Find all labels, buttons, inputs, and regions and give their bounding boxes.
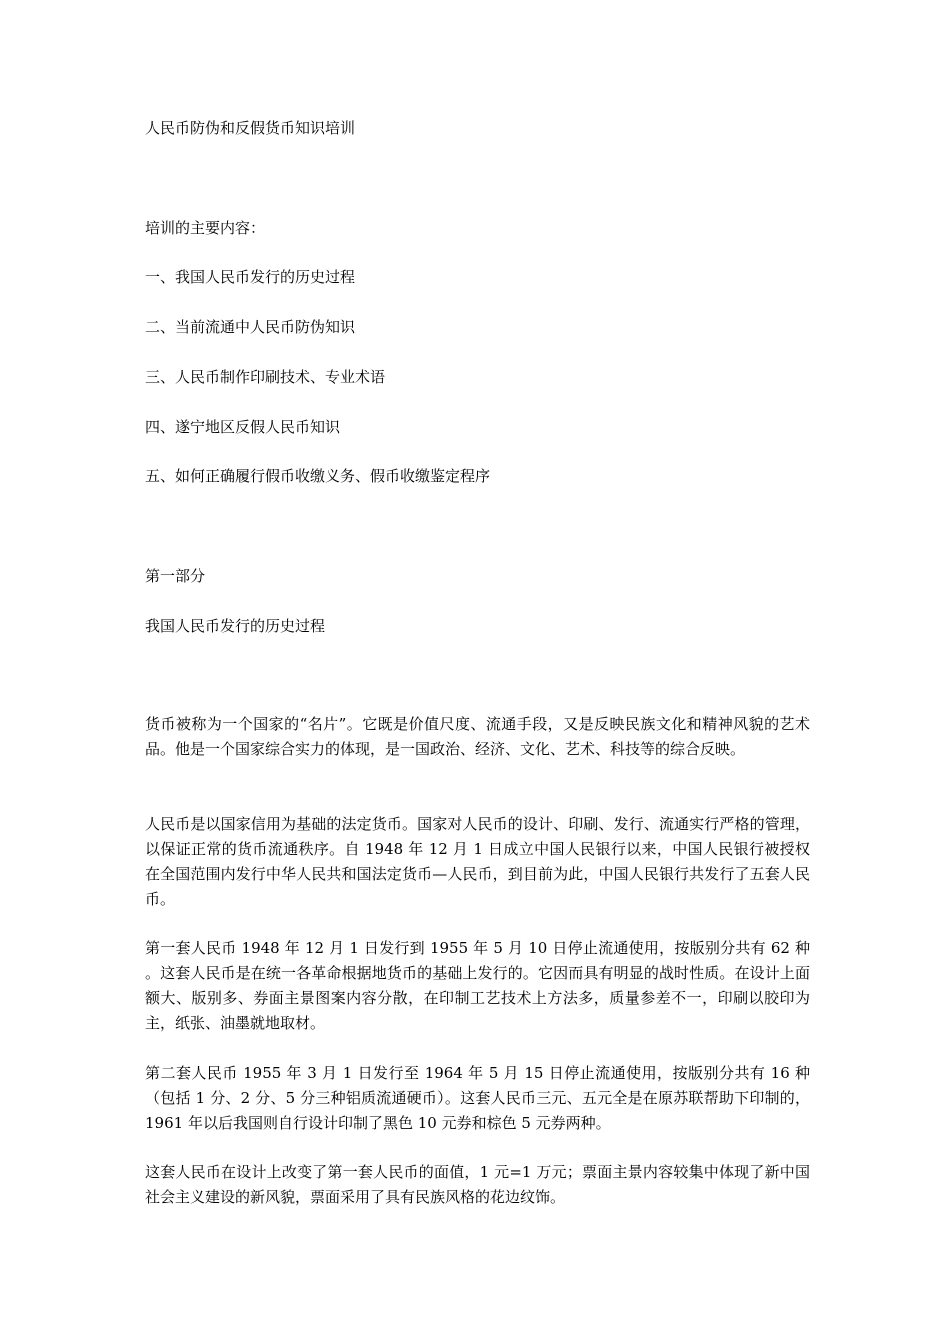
body-paragraph: 第一套人民币 1948 年 12 月 1 日发行到 1955 年 5 月 10 日停止流通使用，按版别分共有 62 种 。这套人民币是在统一各革命根据地货币的基础上发行的。它因而具有明显的战时性质。在设计上面额大、版别多、券面主景图案内容分散，在印制工艺技术上方法多，质量参差不一，印刷以胶印为主，纸张、油墨就地取材。 bbox=[145, 939, 810, 1032]
document-title: 人民币防伪和反假货币知识培训 bbox=[145, 119, 356, 137]
body-paragraph: 这套人民币在设计上改变了第一套人民币的面值，1 元=1 万元；票面主景内容较集中体现了新中国社会主义建设的新风貌，票面采用了具有民族风格的花边纹饰。 bbox=[145, 1163, 810, 1206]
contents-item: 一、我国人民币发行的历史过程 bbox=[145, 268, 356, 286]
body-paragraph: 货币被称为一个国家的“名片”。它既是价值尺度、流通手段，又是反映民族文化和精神风貌的艺术品。他是一个国家综合实力的体现，是一国政治、经济、文化、艺术、科技等的综合反映。 bbox=[145, 715, 810, 758]
body-paragraph: 人民币是以国家信用为基础的法定货币。国家对人民币的设计、印刷、发行、流通实行严格的管理，以保证正常的货币流通秩序。自 1948 年 12 月 1 日成立中国人民银行以来，中国人民银行被授权在全国范围内发行中华人民共和国法定货币—人民币，到目前为此，中国人民银行共发行了五套人民币。 bbox=[145, 815, 810, 908]
contents-heading: 培训的主要内容： bbox=[145, 219, 266, 237]
part-label: 第一部分 bbox=[145, 567, 206, 585]
part-title: 我国人民币发行的历史过程 bbox=[145, 617, 326, 635]
body-paragraph: 第二套人民币 1955 年 3 月 1 日发行至 1964 年 5 月 15 日停止流通使用，按版别分共有 16 种（包括 1 分、2 分、5 分三种铝质流通硬币）。这套人民币三元、五元全是在原苏联帮助下印制的，1961 年以后我国则自行设计印制了黑色 10 元券和棕色 5 元券两种。 bbox=[145, 1064, 810, 1132]
contents-item: 四、遂宁地区反假人民币知识 bbox=[145, 418, 341, 436]
contents-item: 三、人民币制作印刷技术、专业术语 bbox=[145, 368, 386, 386]
contents-item: 二、当前流通中人民币防伪知识 bbox=[145, 318, 356, 336]
contents-item: 五、如何正确履行假币收缴义务、假币收缴鉴定程序 bbox=[145, 467, 491, 485]
